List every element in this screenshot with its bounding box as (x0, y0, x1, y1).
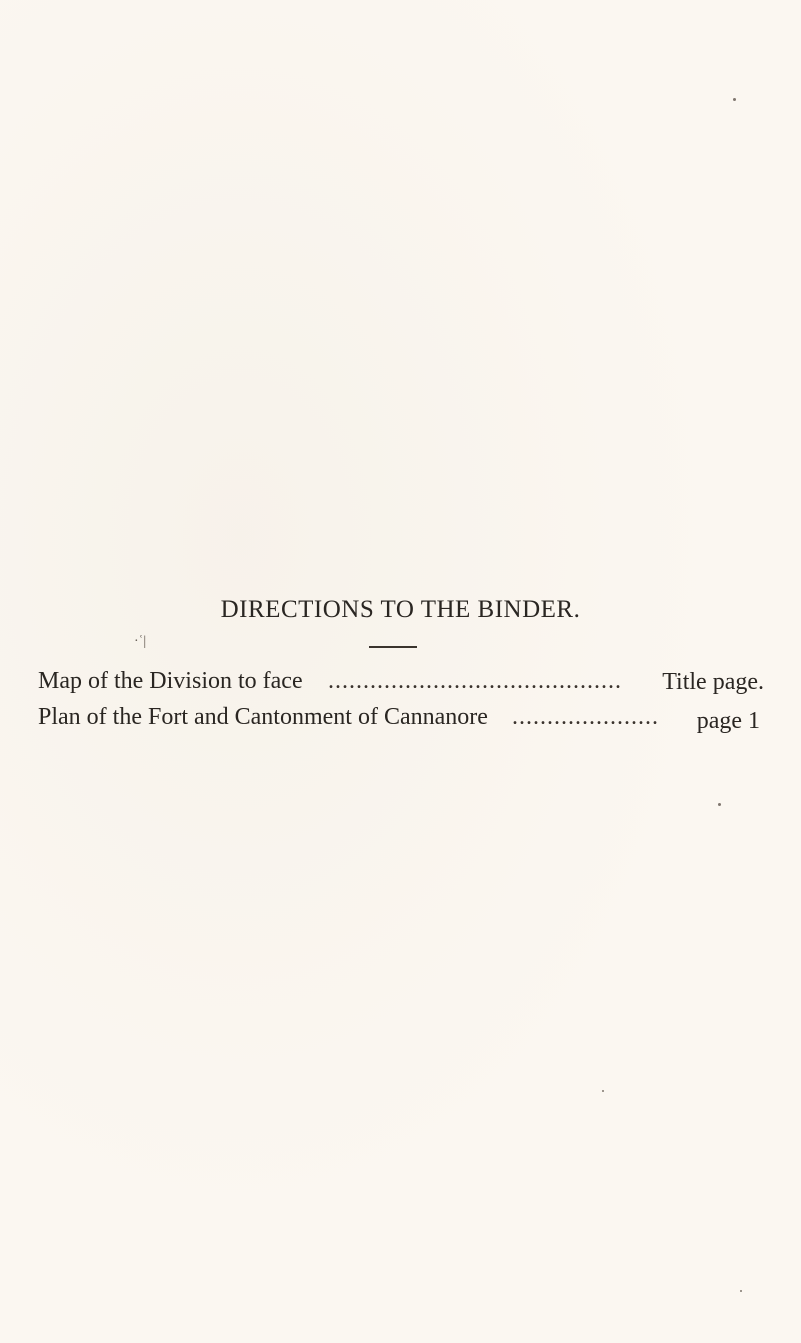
dot-leader: .......................................... (328, 668, 622, 694)
heading-rule (369, 646, 417, 648)
page-heading: DIRECTIONS TO THE BINDER. (220, 596, 581, 623)
show-through-bleed (160, 355, 620, 515)
paper-speck (602, 1090, 604, 1092)
paper-speck (718, 803, 721, 806)
binder-entry-plan (38, 699, 764, 735)
entry-page-ref: Title page. (662, 669, 764, 695)
entry-page-ref: page 1 (696, 708, 760, 734)
entry-label: Plan of the Fort and Cantonment of Cannanore (38, 704, 488, 730)
stray-print-mark: ·ʿ| (134, 634, 147, 649)
dot-leader: ..................... (512, 704, 659, 730)
binder-entry-map (38, 663, 764, 699)
paper-speck (740, 1290, 742, 1292)
paper-speck (733, 98, 736, 101)
entry-label: Map of the Division to face (38, 668, 303, 694)
